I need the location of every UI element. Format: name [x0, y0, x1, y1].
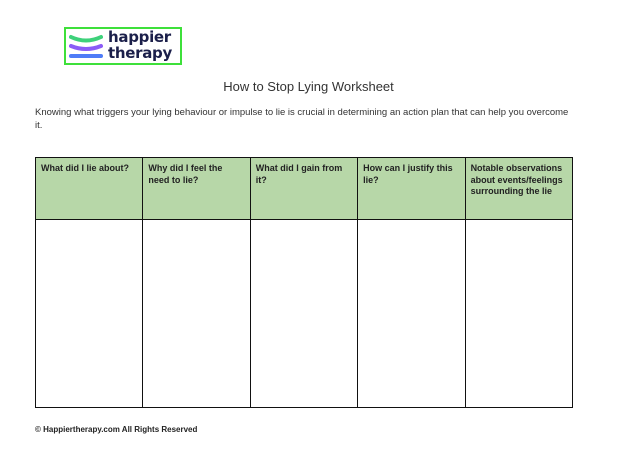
page-title: How to Stop Lying Worksheet [223, 79, 394, 94]
logo [64, 27, 182, 65]
copyright-footer: © Happiertherapy.com All Rights Reserved [35, 425, 198, 434]
answer-cell[interactable] [143, 220, 250, 408]
worksheet-table [35, 157, 573, 408]
answer-cell[interactable] [250, 220, 357, 408]
header-row [36, 158, 573, 220]
column-header: What did I lie about? [36, 158, 143, 220]
answer-cell[interactable] [36, 220, 143, 408]
logo-line-2: therapy [108, 44, 172, 62]
column-header: What did I gain from it? [250, 158, 357, 220]
column-header: Why did I feel the need to lie? [143, 158, 250, 220]
answer-cell[interactable] [465, 220, 572, 408]
table-row [36, 220, 573, 408]
answer-cell[interactable] [358, 220, 465, 408]
column-header: How can I justify this lie? [358, 158, 465, 220]
logo-line-1: happier [108, 28, 171, 46]
logo-wordmark [108, 29, 172, 61]
column-header: Notable observations about events/feelings surrounding the lie [465, 158, 572, 220]
intro-text: Knowing what triggers your lying behaviour or impulse to lie is crucial in determining an action plan that can help you overcome it. [35, 107, 569, 131]
logo-bars-icon [69, 32, 103, 60]
